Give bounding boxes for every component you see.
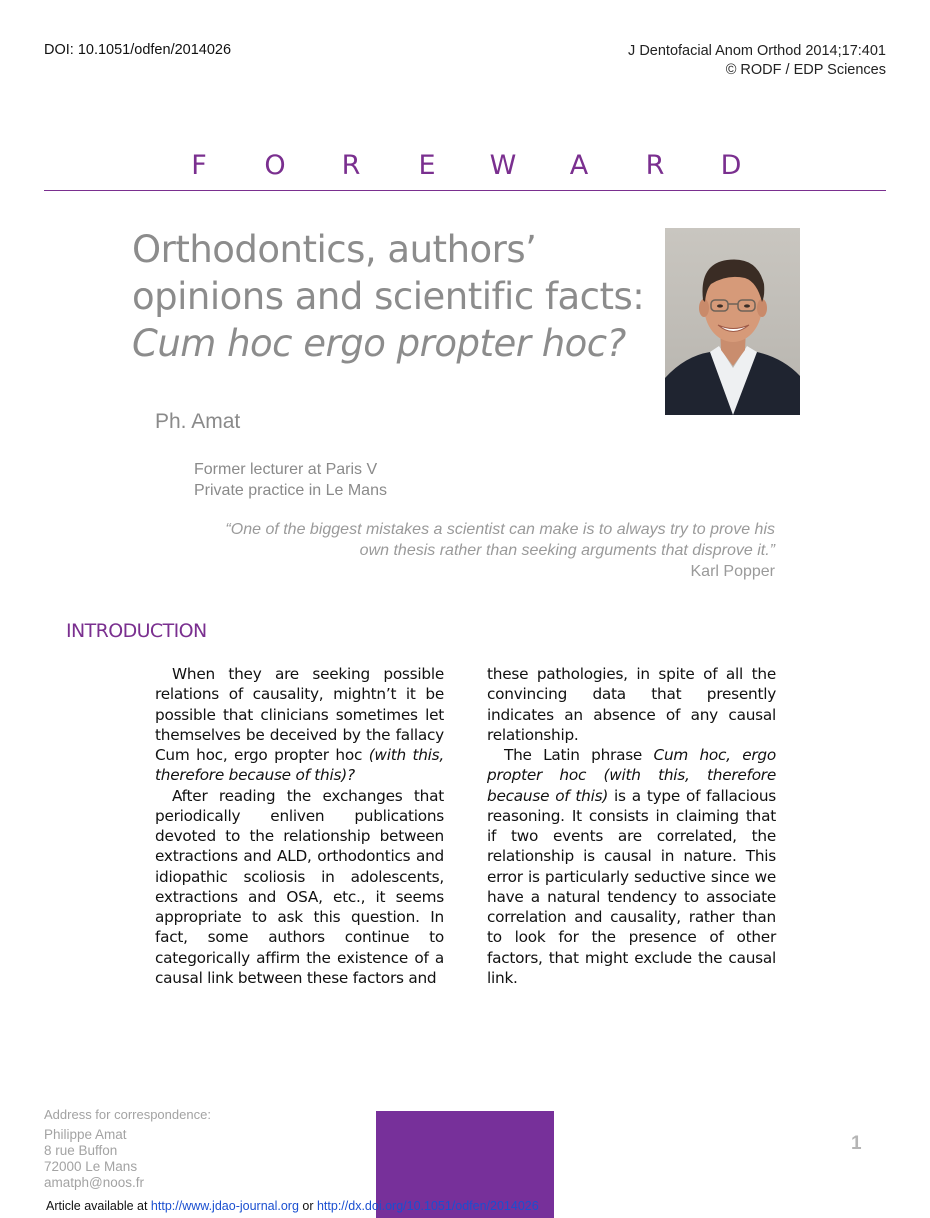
paragraph-text: The Latin phrase (504, 746, 654, 764)
correspondence-street: 8 rue Buffon (44, 1143, 118, 1158)
paragraph-italic: (with this, therefore because of this)? (155, 746, 445, 785)
section-letter: O (264, 150, 286, 181)
author-portrait (665, 228, 800, 415)
section-letter: F (191, 150, 207, 181)
epigraph (200, 519, 775, 582)
affiliation-line-1: Former lecturer at Paris V (194, 461, 378, 478)
section-letter: R (341, 150, 361, 181)
body-column-right (487, 664, 776, 988)
section-divider (44, 190, 886, 191)
paragraph-text: When they are seeking possible relations of causality, mightn’t it be possible that clinicians sometimes let themselves be deceived by the fallacy Cum hoc, ergo propter hoc (155, 665, 444, 764)
affiliation-line-2: Private practice in Le Mans (194, 482, 387, 499)
copyright-line: © RODF / EDP Sciences (725, 62, 886, 78)
correspondence-email[interactable]: amatph@noos.fr (44, 1175, 145, 1190)
paragraph-text: is a type of fallacious reasoning. It consists in claiming that if two events are correlated, the relationship is causal in nature. This error is particularly seductive since we have a natural tendency to associate correlation and causality, rather than to look for the presence of other factors, that might exclude the causal link. (487, 786, 776, 987)
section-letter: A (569, 150, 589, 181)
author-affiliation (194, 459, 387, 501)
availability-prefix: Article available at (46, 1199, 151, 1213)
paragraph-italic: Cum hoc, ergo propter hoc (with this, therefore because of this) (487, 746, 776, 805)
correspondence-name: Philippe Amat (44, 1127, 127, 1142)
journal-citation (628, 42, 886, 80)
journal-link[interactable]: http://www.jdao-journal.org (150, 1199, 299, 1213)
article-availability (46, 1199, 539, 1213)
journal-reference: J Dentofacial Anom Orthod 2014;17:401 (628, 43, 886, 59)
epigraph-attribution: Karl Popper (690, 563, 775, 580)
introduction-heading: INTRODUCTION (66, 620, 207, 642)
correspondence-label: Address for correspondence: (44, 1107, 211, 1122)
author-name: Ph. Amat (155, 410, 241, 433)
doi-label: DOI: 10.1051/odfen/2014026 (44, 42, 232, 58)
page-number: 1 (851, 1133, 862, 1154)
doi-link[interactable]: http://dx.doi.org/10.1051/odfen/2014026 (316, 1199, 539, 1213)
title-line-1: Orthodontics, authors’ (132, 228, 537, 271)
body-column-left (155, 664, 444, 988)
article-title (132, 226, 652, 367)
paragraph (487, 745, 776, 988)
section-label-foreward (44, 150, 886, 181)
paragraph: After reading the exchanges that periodically enliven publications devoted to the relationship between extractions and ALD, orthodontics and idiopathic scoliosis in adolescents, extractions and OSA, etc., it seems appropriate to ask this question. In fact, some authors continue to categorically affirm the existence of a causal link between these factors and (155, 786, 444, 987)
section-letter: D (720, 150, 742, 181)
title-line-3-latin: Cum hoc ergo propter hoc? (132, 322, 626, 365)
availability-middle: or (298, 1199, 317, 1213)
author-photo-icon (665, 228, 800, 415)
section-letter: W (489, 150, 517, 181)
title-line-2: opinions and scientific facts: (132, 275, 645, 318)
paragraph (155, 664, 444, 786)
paragraph: these pathologies, in spite of all the convincing data that presently indicates an absence of any causal relationship. (487, 665, 776, 744)
epigraph-text: “One of the biggest mistakes a scientist can make is to always try to prove his own thesis rather than seeking arguments that disprove it.” (225, 521, 775, 559)
section-letter: E (418, 150, 436, 181)
section-letter: R (645, 150, 665, 181)
correspondence-address (44, 1107, 211, 1191)
correspondence-city: 72000 Le Mans (44, 1159, 138, 1174)
